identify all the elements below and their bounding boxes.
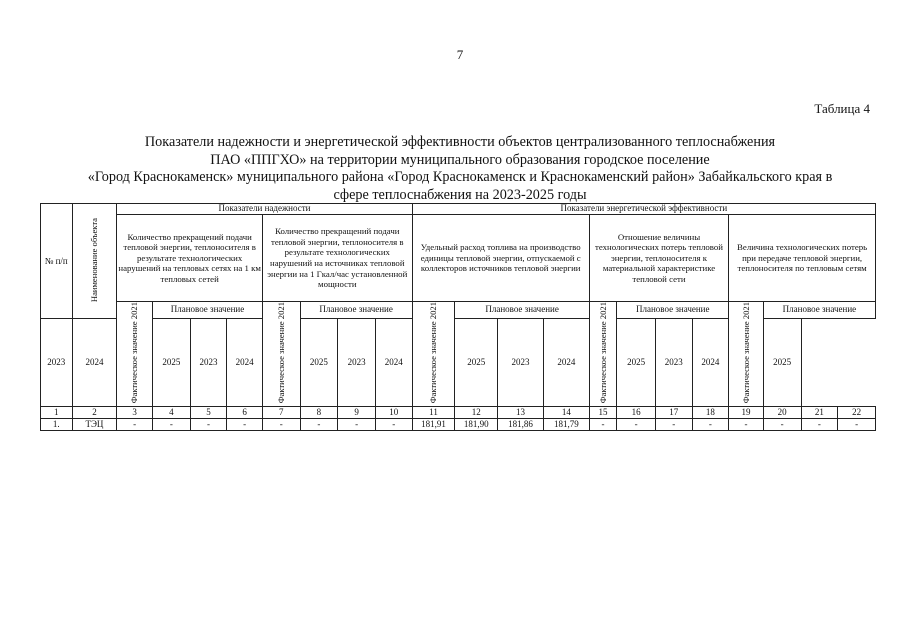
value-cell: 181,90 — [455, 418, 498, 430]
value-cell: 181,91 — [412, 418, 455, 430]
column-number: 17 — [655, 406, 692, 418]
value-cell: - — [655, 418, 692, 430]
column-number: 8 — [300, 406, 338, 418]
actual-2021-header — [262, 302, 300, 407]
column-number: 9 — [338, 406, 376, 418]
year-cell: 2023 — [41, 318, 73, 406]
value-cell: - — [589, 418, 616, 430]
column-number: 5 — [190, 406, 227, 418]
year-cell: 2025 — [455, 318, 498, 406]
column-number: 7 — [262, 406, 300, 418]
column-number: 3 — [117, 406, 153, 418]
value-cell: - — [801, 418, 838, 430]
value-cell: - — [338, 418, 376, 430]
planned-header: Плановое значение — [455, 302, 589, 319]
actual-2021-header — [117, 302, 153, 407]
column-number: 10 — [375, 406, 412, 418]
year-cell: 2025 — [152, 318, 190, 406]
actual-2021-header — [729, 302, 764, 407]
header-efficiency: Показатели энергетической эффективности — [412, 204, 875, 215]
column-number: 21 — [801, 406, 838, 418]
value-cell: - — [190, 418, 227, 430]
year-cell: 2023 — [190, 318, 227, 406]
value-cell: - — [262, 418, 300, 430]
header-object-text: Наименование объекта — [88, 217, 99, 302]
actual-2021-text: Фактическое значение 2021 — [129, 302, 140, 404]
value-cell: - — [117, 418, 153, 430]
header-object — [72, 204, 117, 319]
actual-2021-text: Фактическое значение 2021 — [740, 302, 751, 404]
title-line: сфере теплоснабжения на 2023-2025 годы — [333, 186, 587, 203]
value-cell: - — [838, 418, 876, 430]
actual-2021-text: Фактическое значение 2021 — [428, 302, 439, 404]
year-cell: 2025 — [300, 318, 338, 406]
value-cell: 181,86 — [498, 418, 544, 430]
column-number: 20 — [763, 406, 801, 418]
actual-2021-header — [589, 302, 616, 407]
actual-2021-header — [412, 302, 455, 407]
column-number: 12 — [455, 406, 498, 418]
year-cell: 2024 — [72, 318, 117, 406]
value-cell: - — [227, 418, 263, 430]
header-no: № п/п — [41, 204, 73, 319]
column-number: 11 — [412, 406, 455, 418]
indicators-table — [40, 203, 876, 431]
page-number: 7 — [456, 47, 464, 62]
title-line: «Город Краснокаменск» муниципального района «Город Краснокаменск и Краснокаменский район» Забайкальского края в — [87, 169, 833, 185]
column-number: 13 — [498, 406, 544, 418]
header-indicator-row — [41, 215, 876, 302]
value-cell: - — [763, 418, 801, 430]
value-cell: 181,79 — [543, 418, 589, 430]
header-planned-row — [41, 302, 876, 319]
indicator-1: Количество прекращений подачи тепловой энергии, теплоносителя в результате технологических нарушений на тепловых сетях на 1 км тепловых сетей — [117, 215, 263, 302]
value-cell: - — [729, 418, 764, 430]
row-number: 1. — [41, 418, 73, 430]
column-number: 4 — [152, 406, 190, 418]
header-reliability: Показатели надежности — [117, 204, 412, 215]
indicator-2: Количество прекращений подачи тепловой энергии, теплоносителя в результате технологических нарушений на источниках тепловой энергии на 1 Гкал/час установленной мощности — [262, 215, 412, 302]
indicator-5: Величина технологических потерь при передаче тепловой энергии, теплоносителя по тепловым сетям — [729, 215, 876, 302]
document-title — [40, 134, 880, 204]
year-cell: 2024 — [227, 318, 263, 406]
value-cell: - — [692, 418, 729, 430]
column-number: 18 — [692, 406, 729, 418]
planned-header: Плановое значение — [152, 302, 262, 319]
table-label: Таблица 4 — [814, 101, 870, 116]
column-number: 22 — [838, 406, 876, 418]
header-group-row — [41, 204, 876, 215]
value-cell: - — [617, 418, 656, 430]
year-cell: 2023 — [655, 318, 692, 406]
planned-header: Плановое значение — [763, 302, 875, 319]
year-cell: 2024 — [543, 318, 589, 406]
year-cell: 2023 — [338, 318, 376, 406]
column-number: 15 — [589, 406, 616, 418]
column-number: 14 — [543, 406, 589, 418]
column-number: 1 — [41, 406, 73, 418]
indicator-3: Удельный расход топлива на производство единицы тепловой энергии, отпускаемой с коллекторов источников тепловой энергии — [412, 215, 589, 302]
year-cell: 2025 — [617, 318, 656, 406]
year-cell: 2025 — [763, 318, 801, 406]
column-number: 2 — [72, 406, 117, 418]
column-number: 19 — [729, 406, 764, 418]
actual-2021-text: Фактическое значение 2021 — [597, 302, 608, 404]
row-object-name: ТЭЦ — [72, 418, 117, 430]
value-cell: - — [375, 418, 412, 430]
year-cell: 2024 — [692, 318, 729, 406]
column-number: 6 — [227, 406, 263, 418]
year-cell: 2024 — [375, 318, 412, 406]
title-line: Показатели надежности и энергетической эффективности объектов централизованного теплоснабжения — [144, 134, 776, 150]
planned-header: Плановое значение — [617, 302, 729, 319]
column-number-row — [41, 406, 876, 418]
column-number: 16 — [617, 406, 656, 418]
year-cell: 2023 — [498, 318, 544, 406]
planned-header: Плановое значение — [300, 302, 412, 319]
indicator-4: Отношение величины технологических потерь тепловой энергии, теплоносителя к материальной характеристике тепловой сети — [589, 215, 728, 302]
value-cell: - — [152, 418, 190, 430]
table-row — [41, 418, 876, 430]
title-line: ПАО «ППГХО» на территории муниципального образования городское поселение — [210, 151, 710, 168]
actual-2021-text: Фактическое значение 2021 — [275, 302, 286, 404]
value-cell: - — [300, 418, 338, 430]
